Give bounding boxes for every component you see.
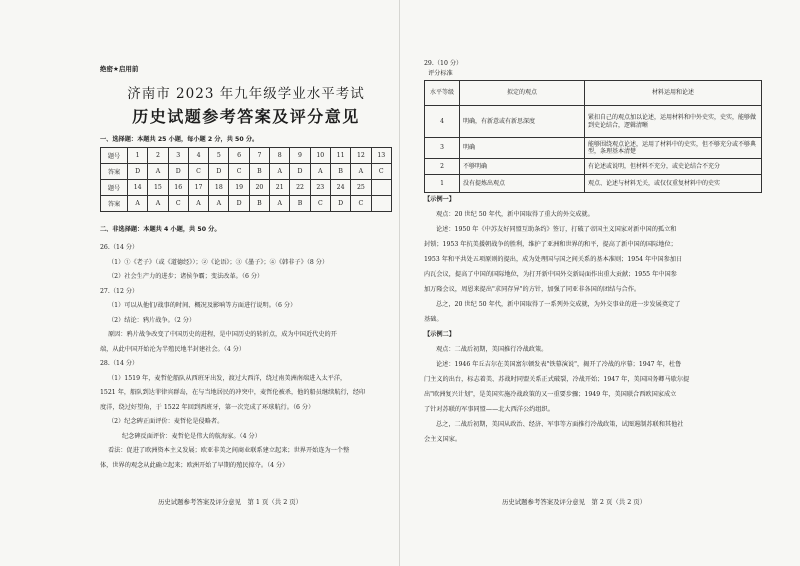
table-cell: 2: [148, 148, 168, 164]
table-cell: A: [209, 196, 229, 212]
table-cell: A: [310, 164, 330, 180]
table-cell: A: [270, 196, 290, 212]
table-cell: D: [209, 164, 229, 180]
section2-heading: 二、非选择题：本题共 4 小题，共 50 分。: [100, 226, 221, 233]
q29-heading: 29.（10 分）: [424, 60, 463, 67]
answer-line: 看法：促进了欧洲资本主义发展；欧亚非美之间商业联系建立起来；世界开始连为一个整: [108, 447, 350, 454]
level-cell: 2: [425, 159, 460, 175]
table-header: 答案: [101, 164, 128, 180]
exam-title: 济南市 2023 年九年级学业水平考试: [127, 86, 365, 102]
answer-line: 总之，二战后初期，美国从政治、经济、军事等方面推行冷战政策，试图遏制苏联和其他社: [436, 421, 684, 428]
table-cell: 8: [270, 148, 290, 164]
table-cell: [371, 196, 391, 212]
table-cell: 25: [351, 180, 371, 196]
table-cell: 5: [209, 148, 229, 164]
page-1: [100, 0, 392, 566]
answer-line: 度洋，绕过好望角，于 1522 年回到西班牙，第一次完成了环球航行。（6 分）: [100, 404, 315, 411]
table-cell: 21: [270, 180, 290, 196]
answer-line: 原因：鸦片战争改变了中国历史的进程，是中国历史的转折点，成为中国近代史的开: [108, 331, 337, 338]
table-cell: C: [229, 164, 249, 180]
level-cell: 3: [425, 138, 460, 159]
table-cell: D: [330, 196, 350, 212]
answer-line: 纪念碑反面评价：麦哲伦是伟大的航海家。（4 分）: [122, 433, 261, 440]
scoring-table: [424, 80, 762, 193]
view-cell: 明确: [460, 138, 585, 159]
table-cell: B: [249, 164, 269, 180]
material-cell: 紧扣自己的观点加以论述，运用材料和中外史实，史实，能够做到史论结合，逻辑清晰: [585, 106, 762, 138]
rubric-label: 评分标准: [428, 70, 453, 77]
table-cell: 24: [330, 180, 350, 196]
answer-line: 出"欧洲复兴计划"，是美国实施冷战政策的又一重要步骤；1949 年，美国联合西欧国家成立: [424, 391, 677, 398]
table-cell: [371, 180, 391, 196]
table-cell: 14: [128, 180, 148, 196]
header-material: 材料运用和论述: [585, 81, 762, 106]
answer-line: （2）社会生产力的进步；诸侯争霸；变法改革。（6 分）: [108, 273, 264, 280]
table-cell: A: [148, 196, 168, 212]
answer-line: （2）纪念碑正面评价：麦哲伦是侵略者。: [108, 418, 224, 425]
table-cell: 19: [229, 180, 249, 196]
table-cell: D: [128, 164, 148, 180]
table-cell: 15: [148, 180, 168, 196]
example-1-heading: 【示例一】: [424, 196, 455, 203]
table-cell: B: [290, 196, 310, 212]
table-cell: A: [351, 164, 371, 180]
table-cell: 16: [168, 180, 188, 196]
header-level: 水平等级: [425, 81, 460, 106]
table-cell: 7: [249, 148, 269, 164]
answer-row-answers-1: [101, 164, 392, 180]
table-header: 答案: [101, 196, 128, 212]
document-title: 历史试题参考答案及评分意见: [132, 107, 360, 126]
section1-heading: 一、选择题：本题共 25 小题，每小题 2 分，共 50 分。: [100, 136, 259, 143]
table-cell: 11: [330, 148, 350, 164]
answer-line: 1953 年和平共处五项原则的提出，成为处理国与国之间关系的基本准则；1954 年中国参加日: [424, 256, 683, 263]
table-row: [425, 138, 762, 159]
q27-heading: 27.（12 分）: [100, 288, 139, 295]
table-cell: D: [290, 164, 310, 180]
answer-line: 封锁；1953 年抗美援朝战争的胜利，维护了亚洲和世界的和平，提高了新中国的国际地位；: [424, 241, 677, 248]
material-cell: 有论述或说明，但材料不充分，或史论结合不充分: [585, 159, 762, 175]
page-2-footer: 历史试题参考答案及评分意见 第 2 页（共 2 页）: [502, 498, 647, 506]
table-cell: 1: [128, 148, 148, 164]
table-cell: C: [371, 164, 391, 180]
answer-line: 加万隆会议，周恩来提出"求同存异"的方针，加强了同亚非各国的团结与合作。: [424, 286, 641, 293]
answer-line: 1521 年，船队到达菲律宾群岛，在与当地居民的冲突中，麦哲伦被杀，他的船员继续航行，经印: [100, 389, 366, 396]
table-row: [425, 159, 762, 175]
table-row: [425, 106, 762, 138]
table-cell: 17: [188, 180, 208, 196]
table-cell: B: [249, 196, 269, 212]
answer-line: 端，从此中国开始沦为半殖民地半封建社会。（4 分）: [100, 346, 246, 353]
table-row: [425, 175, 762, 193]
answer-line: （1）1519 年，麦哲伦船队从西班牙出发，渡过大西洋，绕过南美洲南端进入太平洋，: [108, 375, 347, 382]
material-cell: 观点、论述与材料无关，或仅仅重复材料中的史实: [585, 175, 762, 193]
level-cell: 4: [425, 106, 460, 138]
answer-row-answers-2: [101, 196, 392, 212]
answer-line: 门主义的出台，标志着美、苏战时同盟关系正式破裂，冷战开始；1947 年，美国国务卿马歇尔提: [424, 376, 690, 383]
table-cell: 12: [351, 148, 371, 164]
answer-row-numbers-2: [101, 180, 392, 196]
table-cell: A: [188, 196, 208, 212]
table-cell: 20: [249, 180, 269, 196]
table-header: 题号: [101, 180, 128, 196]
answer-line: 体，世界的观念从此确立起来；欧洲开始了早期的殖民掠夺。（4 分）: [100, 462, 289, 469]
view-cell: 不够明确: [460, 159, 585, 175]
page-1-footer: 历史试题参考答案及评分意见 第 1 页（共 2 页）: [158, 498, 303, 506]
page-2: [424, 0, 760, 566]
material-cell: 能够围绕观点论述，运用了材料中的史实，但不够充分或不够典型，条理基本清楚: [585, 138, 762, 159]
table-header: 题号: [101, 148, 128, 164]
answer-line: （1）可以从他们/战事的时间、概况及影响等方面进行说明。（6 分）: [108, 302, 297, 309]
table-cell: 3: [168, 148, 188, 164]
answer-line: （2）结论：鸦片战争。（2 分）: [108, 317, 196, 324]
table-cell: D: [229, 196, 249, 212]
table-cell: C: [168, 196, 188, 212]
page-fold: [399, 0, 400, 566]
answer-line: （1）①《老子》（或《道德经》）；②《论语》；③《墨子》；④《韩非子》（8 分）: [108, 259, 329, 266]
table-cell: 4: [188, 148, 208, 164]
scoring-table-header: [425, 81, 762, 106]
view-cell: 没有提炼出观点: [460, 175, 585, 193]
answer-line: 了针对苏联的军事同盟——北大西洋公约组织。: [424, 406, 554, 413]
secret-label: 绝密★启用前: [100, 65, 139, 73]
answer-line: 论述：1950 年《中苏友好同盟互助条约》签订，打破了帝国主义国家对新中国的孤立和: [436, 226, 677, 233]
answer-table: [100, 147, 392, 212]
table-cell: 13: [371, 148, 391, 164]
table-cell: C: [188, 164, 208, 180]
answer-line: 观点：二战后初期，美国推行冷战政策。: [436, 346, 548, 353]
table-cell: 18: [209, 180, 229, 196]
table-cell: 6: [229, 148, 249, 164]
answer-line: 论述：1946 年丘吉尔在美国富尔顿发表"铁幕演说"，揭开了冷战的序幕；1947 年，杜鲁: [436, 361, 682, 368]
example-2-heading: 【示例二】: [424, 331, 455, 338]
view-cell: 明确，有新意或有新思深度: [460, 106, 585, 138]
table-cell: 23: [310, 180, 330, 196]
table-cell: C: [351, 196, 371, 212]
table-cell: A: [128, 196, 148, 212]
table-cell: 22: [290, 180, 310, 196]
table-cell: 10: [310, 148, 330, 164]
answer-line: 观点：20 世纪 50 年代，新中国取得了重大的外交成就。: [436, 211, 594, 218]
table-cell: 9: [290, 148, 310, 164]
header-view: 拟定的观点: [460, 81, 585, 106]
table-cell: C: [310, 196, 330, 212]
answer-row-numbers-1: [101, 148, 392, 164]
answer-line: 基础。: [424, 316, 443, 323]
q26-heading: 26.（14 分）: [100, 244, 139, 251]
level-cell: 1: [425, 175, 460, 193]
q28-heading: 28.（14 分）: [100, 360, 139, 367]
answer-line: 会主义国家。: [424, 436, 462, 443]
table-cell: D: [168, 164, 188, 180]
table-cell: A: [148, 164, 168, 180]
table-cell: B: [330, 164, 350, 180]
table-cell: A: [270, 164, 290, 180]
answer-line: 内瓦会议，提高了中国的国际地位，为打开新中国外交新局面作出重大贡献；1955 年中国参: [424, 271, 677, 278]
answer-line: 总之，20 世纪 50 年代，新中国取得了一系列外交成就，为外交事业的进一步发展奠定了: [436, 301, 681, 308]
